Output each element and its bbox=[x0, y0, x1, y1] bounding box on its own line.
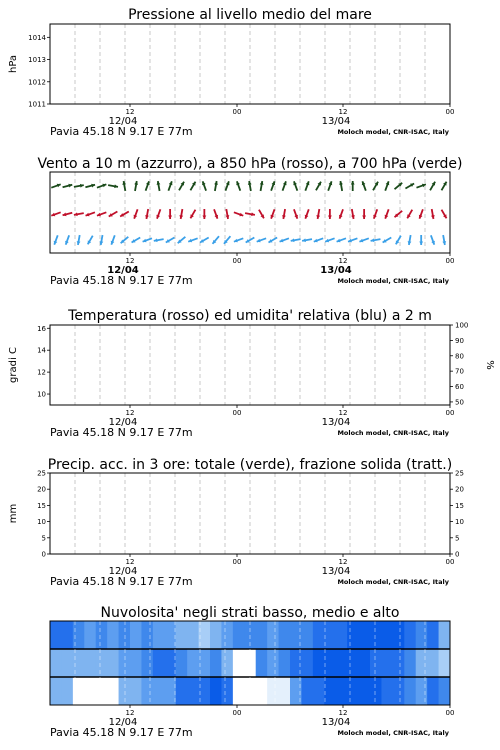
wind-arrow bbox=[257, 238, 266, 242]
cloud-cell bbox=[381, 649, 393, 677]
cloud-cell bbox=[336, 677, 348, 705]
time-tick-label: 00 bbox=[445, 409, 455, 417]
wind-arrow bbox=[154, 238, 164, 242]
wind-arrow bbox=[385, 209, 389, 218]
cloud-cell bbox=[96, 649, 108, 677]
time-tick-label: 00 bbox=[445, 558, 455, 566]
wind-arrow bbox=[179, 182, 184, 191]
cloud-cell bbox=[393, 621, 405, 649]
cloud-cell bbox=[176, 621, 188, 649]
cloud-cell bbox=[119, 621, 131, 649]
cloud-cell bbox=[233, 621, 245, 649]
wind-arrow bbox=[134, 181, 138, 191]
wind-arrow bbox=[121, 237, 129, 243]
time-tick-label: 12 bbox=[125, 257, 135, 265]
cloud-cell bbox=[164, 621, 176, 649]
date-label: 12/04 bbox=[108, 417, 138, 428]
wind-arrow bbox=[339, 209, 343, 218]
time-tick-label: 12 bbox=[125, 108, 135, 116]
cloud-cell bbox=[267, 649, 279, 677]
cloud-cell bbox=[267, 677, 279, 705]
y-axis-label: hPa bbox=[8, 54, 19, 74]
y-tick-label: 5 bbox=[41, 534, 46, 543]
cloud-cell bbox=[187, 649, 199, 677]
time-tick-label: 12 bbox=[338, 257, 348, 265]
wind-arrow bbox=[328, 209, 332, 219]
cloud-cell bbox=[50, 677, 62, 705]
model-credit: Moloch model, CNR-ISAC, Italy bbox=[337, 429, 449, 437]
y-tick-label: 12 bbox=[37, 368, 46, 377]
wind-arrow bbox=[348, 238, 357, 242]
date-label: 13/04 bbox=[321, 116, 351, 127]
model-credit: Moloch model, CNR-ISAC, Italy bbox=[337, 277, 449, 285]
wind-arrow bbox=[328, 181, 332, 190]
date-label: 13/04 bbox=[321, 566, 351, 577]
date-label: 13/04 bbox=[320, 265, 352, 276]
wind-arrow-head bbox=[202, 215, 206, 219]
date-label: 12/04 bbox=[108, 717, 138, 728]
cloud-cell bbox=[233, 649, 245, 677]
wind-arrow bbox=[190, 182, 195, 191]
wind-arrow bbox=[259, 210, 264, 219]
wind-arrow bbox=[145, 209, 149, 219]
cloud-cell bbox=[221, 649, 233, 677]
wind-arrow-head bbox=[168, 215, 172, 219]
wind-arrow bbox=[179, 209, 183, 219]
cloud-cell bbox=[370, 621, 382, 649]
cloud-cell bbox=[107, 649, 119, 677]
wind-arrow-head bbox=[362, 215, 366, 219]
cloud-cell bbox=[404, 649, 416, 677]
wind-arrow bbox=[156, 209, 160, 218]
panel-clouds bbox=[50, 605, 454, 739]
cloud-cell bbox=[439, 677, 451, 705]
cloud-cell bbox=[359, 677, 371, 705]
wind-arrow bbox=[316, 182, 321, 191]
date-label: 13/04 bbox=[321, 417, 351, 428]
wind-arrow bbox=[166, 238, 175, 243]
cloud-cell bbox=[301, 649, 313, 677]
y-tick-label: 0 bbox=[41, 550, 46, 559]
wind-arrow bbox=[316, 209, 320, 219]
wind-arrow bbox=[305, 181, 309, 190]
y-tick-label: 15 bbox=[37, 501, 46, 510]
wind-arrow bbox=[65, 235, 69, 244]
cloud-cell bbox=[416, 677, 428, 705]
wind-arrow bbox=[188, 238, 197, 242]
y-tick-label-right: 100 bbox=[455, 321, 469, 330]
wind-arrow bbox=[408, 235, 412, 245]
panel-precip bbox=[8, 457, 464, 588]
cloud-cell bbox=[164, 677, 176, 705]
wind-arrow bbox=[395, 183, 403, 189]
cloud-cell bbox=[119, 649, 131, 677]
wind-arrow bbox=[120, 212, 129, 217]
plot-frame bbox=[50, 24, 450, 104]
wind-arrow bbox=[51, 212, 60, 216]
wind-arrow bbox=[407, 210, 412, 219]
wind-arrow bbox=[419, 209, 423, 218]
wind-arrow bbox=[302, 238, 312, 242]
cloud-cell bbox=[347, 621, 359, 649]
wind-arrow bbox=[122, 181, 126, 191]
time-tick-label: 12 bbox=[125, 409, 135, 417]
cloud-cell bbox=[313, 621, 325, 649]
cloud-cell bbox=[221, 677, 233, 705]
y-tick-label-right: 70 bbox=[455, 367, 464, 376]
cloud-cell bbox=[119, 677, 131, 705]
cloud-cell bbox=[210, 621, 222, 649]
wind-arrow bbox=[442, 235, 446, 245]
cloud-cell bbox=[427, 677, 439, 705]
wind-arrow bbox=[373, 182, 378, 191]
cloud-cell bbox=[176, 677, 188, 705]
y-tick-label-right: 15 bbox=[455, 501, 464, 510]
wind-arrow bbox=[63, 213, 73, 217]
cloud-cell bbox=[427, 649, 439, 677]
cloud-cell bbox=[347, 677, 359, 705]
y-tick-label: 10 bbox=[37, 518, 46, 527]
panel-title: Vento a 10 m (azzurro), a 850 hPa (rosso), a 700 hPa (verde) bbox=[37, 156, 463, 172]
y-tick-label-right: 25 bbox=[455, 469, 464, 478]
cloud-cell bbox=[107, 621, 119, 649]
y-axis-label-right: % bbox=[484, 360, 495, 370]
wind-arrow bbox=[63, 184, 73, 188]
panel-temperature bbox=[8, 308, 495, 439]
wind-arrow bbox=[314, 238, 323, 242]
wind-arrow bbox=[283, 181, 287, 190]
cloud-cell bbox=[324, 649, 336, 677]
wind-arrow bbox=[248, 181, 252, 191]
wind-arrow bbox=[431, 235, 435, 244]
time-tick-label: 00 bbox=[445, 108, 455, 116]
model-credit: Moloch model, CNR-ISAC, Italy bbox=[337, 729, 449, 737]
cloud-cell bbox=[359, 649, 371, 677]
wind-arrow bbox=[214, 209, 218, 218]
y-tick-label: 25 bbox=[37, 469, 46, 478]
panel-title: Pressione al livello medio del mare bbox=[128, 7, 372, 23]
y-tick-label: 10 bbox=[37, 390, 46, 399]
cloud-cell bbox=[130, 621, 142, 649]
y-tick-label: 1011 bbox=[28, 100, 46, 109]
plot-frame bbox=[50, 473, 450, 554]
wind-arrow bbox=[109, 212, 118, 217]
y-tick-label: 16 bbox=[37, 324, 46, 333]
wind-arrow bbox=[282, 209, 286, 219]
time-tick-label: 00 bbox=[232, 108, 242, 116]
time-tick-label: 12 bbox=[338, 558, 348, 566]
time-tick-label: 00 bbox=[232, 257, 242, 265]
wind-arrow bbox=[97, 212, 106, 216]
y-tick-label-right: 50 bbox=[455, 398, 464, 407]
cloud-cell bbox=[313, 677, 325, 705]
wind-arrow bbox=[234, 212, 243, 216]
wind-arrow bbox=[234, 238, 243, 242]
wind-arrow bbox=[395, 211, 403, 217]
wind-arrow bbox=[351, 209, 355, 219]
y-tick-label-right: 5 bbox=[455, 534, 460, 543]
wind-arrow bbox=[260, 181, 264, 191]
model-credit: Moloch model, CNR-ISAC, Italy bbox=[337, 128, 449, 136]
time-tick-label: 12 bbox=[338, 409, 348, 417]
wind-arrow bbox=[168, 209, 172, 219]
cloud-cell bbox=[84, 621, 96, 649]
wind-arrow bbox=[442, 210, 447, 219]
time-tick-label: 00 bbox=[445, 709, 455, 717]
y-tick-label: 20 bbox=[37, 485, 46, 494]
cloud-cell bbox=[416, 621, 428, 649]
cloud-cell bbox=[279, 649, 291, 677]
cloud-cell bbox=[187, 677, 199, 705]
cloud-cell bbox=[141, 677, 153, 705]
cloud-cell bbox=[404, 677, 416, 705]
wind-arrow bbox=[88, 236, 93, 245]
wind-arrow bbox=[371, 238, 381, 242]
cloud-cell bbox=[404, 621, 416, 649]
cloud-cell bbox=[267, 621, 279, 649]
wind-arrow bbox=[132, 238, 141, 243]
time-tick-label: 00 bbox=[445, 257, 455, 265]
time-tick-label: 00 bbox=[232, 558, 242, 566]
y-tick-label-right: 80 bbox=[455, 352, 464, 361]
time-tick-label: 12 bbox=[338, 108, 348, 116]
panel-title: Precip. acc. in 3 ore: totale (verde), frazione solida (tratt.) bbox=[47, 457, 453, 473]
cloud-cell bbox=[61, 677, 73, 705]
wind-arrow bbox=[280, 238, 289, 242]
panel-pressure bbox=[8, 7, 454, 138]
cloud-cell bbox=[279, 677, 291, 705]
wind-arrow bbox=[200, 238, 209, 243]
cloud-cell bbox=[393, 677, 405, 705]
wind-arrow bbox=[86, 212, 95, 216]
wind-arrow bbox=[362, 181, 366, 190]
wind-arrow bbox=[51, 184, 60, 188]
cloud-cell bbox=[393, 649, 405, 677]
y-tick-label-right: 10 bbox=[455, 518, 464, 527]
wind-arrow bbox=[214, 181, 218, 191]
cloud-cell bbox=[50, 621, 62, 649]
cloud-cell bbox=[336, 621, 348, 649]
cloud-cell bbox=[153, 621, 165, 649]
cloud-cell bbox=[279, 621, 291, 649]
cloud-cell bbox=[141, 649, 153, 677]
wind-arrow bbox=[143, 238, 152, 242]
wind-arrow-head bbox=[328, 215, 332, 219]
wind-arrow bbox=[442, 182, 447, 191]
y-tick-label: 1012 bbox=[28, 78, 46, 87]
location-label: Pavia 45.18 N 9.17 E 77m bbox=[50, 726, 193, 739]
y-tick-label-right: 20 bbox=[455, 485, 464, 494]
cloud-cell bbox=[141, 621, 153, 649]
cloud-cell bbox=[130, 677, 142, 705]
cloud-cell bbox=[256, 621, 268, 649]
cloud-cell bbox=[187, 621, 199, 649]
wind-arrow bbox=[226, 209, 230, 219]
wind-arrow bbox=[54, 235, 58, 244]
time-tick-label: 12 bbox=[338, 709, 348, 717]
panel-wind bbox=[37, 156, 462, 287]
y-axis-label: mm bbox=[8, 503, 19, 524]
cloud-cell bbox=[233, 677, 245, 705]
wind-arrow-head bbox=[351, 181, 355, 185]
cloud-cell bbox=[96, 677, 108, 705]
wind-arrow bbox=[157, 181, 161, 191]
wind-arrow bbox=[339, 181, 343, 191]
wind-arrow bbox=[74, 184, 84, 188]
wind-arrow bbox=[213, 236, 219, 244]
cloud-cell bbox=[347, 649, 359, 677]
wind-arrow bbox=[351, 181, 355, 191]
wind-arrow bbox=[111, 235, 115, 244]
y-tick-label: 14 bbox=[37, 346, 46, 355]
time-tick-label: 12 bbox=[125, 558, 135, 566]
cloud-cell bbox=[416, 649, 428, 677]
cloud-cell bbox=[301, 677, 313, 705]
cloud-cell bbox=[107, 677, 119, 705]
cloud-cell bbox=[381, 677, 393, 705]
wind-arrow bbox=[359, 238, 368, 242]
cloud-cell bbox=[221, 621, 233, 649]
date-label: 12/04 bbox=[107, 265, 139, 276]
cloud-cell bbox=[370, 649, 382, 677]
y-tick-label: 1014 bbox=[28, 33, 46, 42]
wind-arrow bbox=[294, 209, 298, 218]
wind-arrow bbox=[271, 209, 275, 218]
panel-title: Temperatura (rosso) ed umidita' relativa (blu) a 2 m bbox=[68, 308, 432, 324]
wind-arrow bbox=[325, 238, 334, 242]
location-label: Pavia 45.18 N 9.17 E 77m bbox=[50, 575, 193, 588]
wind-arrow bbox=[77, 235, 81, 245]
y-tick-label-right: 90 bbox=[455, 336, 464, 345]
date-label: 13/04 bbox=[321, 717, 351, 728]
cloud-cell bbox=[301, 621, 313, 649]
panel-title: Nuvolosita' negli strati basso, medio e alto bbox=[100, 605, 400, 621]
cloud-cell bbox=[96, 621, 108, 649]
cloud-cell bbox=[164, 649, 176, 677]
cloud-cell bbox=[130, 649, 142, 677]
time-tick-label: 00 bbox=[232, 409, 242, 417]
cloud-cell bbox=[153, 649, 165, 677]
cloud-cell bbox=[61, 621, 73, 649]
cloud-cell bbox=[439, 649, 451, 677]
wind-arrow bbox=[146, 181, 150, 190]
time-tick-label: 12 bbox=[125, 709, 135, 717]
cloud-cell bbox=[153, 677, 165, 705]
wind-arrow bbox=[178, 237, 186, 243]
cloud-cell bbox=[210, 677, 222, 705]
cloud-cell bbox=[61, 649, 73, 677]
wind-arrow bbox=[168, 181, 172, 190]
wind-arrow bbox=[190, 210, 195, 219]
wind-arrow bbox=[225, 181, 229, 190]
wind-arrow bbox=[416, 184, 425, 188]
y-tick-label-right: 0 bbox=[455, 550, 460, 559]
y-axis-label: gradi C bbox=[8, 347, 19, 383]
cloud-cell bbox=[324, 621, 336, 649]
wind-arrow bbox=[383, 238, 392, 243]
cloud-cell bbox=[313, 649, 325, 677]
time-tick-label: 00 bbox=[232, 709, 242, 717]
wind-arrow bbox=[431, 209, 435, 219]
wind-arrow bbox=[405, 184, 414, 189]
date-label: 12/04 bbox=[108, 116, 138, 127]
wind-arrow bbox=[337, 238, 346, 242]
wind-arrow bbox=[236, 181, 240, 190]
wind-arrow bbox=[293, 181, 297, 190]
cloud-cell bbox=[324, 677, 336, 705]
wind-arrow bbox=[291, 238, 301, 242]
cloud-cell bbox=[84, 677, 96, 705]
wind-arrow bbox=[268, 238, 277, 243]
location-label: Pavia 45.18 N 9.17 E 77m bbox=[50, 125, 193, 138]
wind-arrow bbox=[385, 181, 389, 190]
cloud-cell bbox=[84, 649, 96, 677]
wind-arrow bbox=[134, 209, 138, 218]
model-credit: Moloch model, CNR-ISAC, Italy bbox=[337, 578, 449, 586]
wind-arrow bbox=[305, 209, 309, 218]
location-label: Pavia 45.18 N 9.17 E 77m bbox=[50, 274, 193, 287]
wind-arrow bbox=[108, 184, 118, 188]
cloud-cell bbox=[256, 649, 268, 677]
cloud-cell bbox=[439, 621, 451, 649]
wind-arrow bbox=[85, 184, 95, 188]
cloud-cell bbox=[359, 621, 371, 649]
y-tick-label: 1013 bbox=[28, 56, 46, 65]
wind-arrow bbox=[362, 209, 366, 219]
cloud-cell bbox=[336, 649, 348, 677]
cloud-cell bbox=[176, 649, 188, 677]
wind-arrow bbox=[430, 182, 435, 191]
date-label: 12/04 bbox=[108, 566, 138, 577]
wind-arrow-head bbox=[419, 241, 423, 245]
plot-frame bbox=[50, 325, 450, 405]
y-tick-label-right: 60 bbox=[455, 383, 464, 392]
location-label: Pavia 45.18 N 9.17 E 77m bbox=[50, 426, 193, 439]
wind-arrow bbox=[202, 209, 206, 219]
cloud-cell bbox=[370, 677, 382, 705]
wind-arrow bbox=[419, 235, 423, 245]
cloud-cell bbox=[210, 649, 222, 677]
cloud-cell bbox=[50, 649, 62, 677]
wind-arrow bbox=[271, 181, 275, 190]
cloud-cell bbox=[381, 621, 393, 649]
cloud-cell bbox=[256, 677, 268, 705]
wind-arrow bbox=[97, 184, 106, 188]
wind-arrow bbox=[202, 181, 206, 190]
cloud-cell bbox=[427, 621, 439, 649]
